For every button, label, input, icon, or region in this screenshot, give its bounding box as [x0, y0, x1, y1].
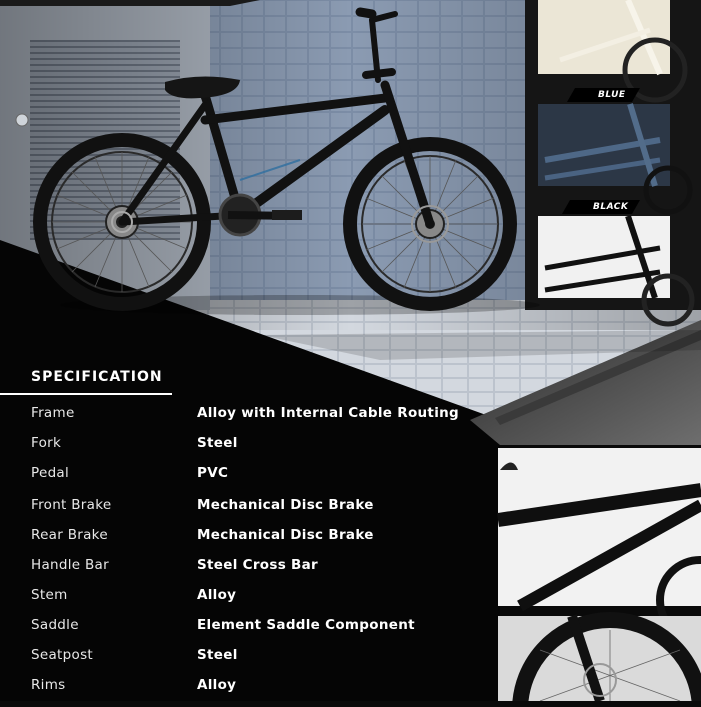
spec-row-seatpost — [31, 647, 491, 677]
swatch-label-black: BLACK — [593, 202, 629, 212]
spec-row-handle-bar — [31, 557, 491, 587]
detail-photo-frame — [498, 448, 701, 640]
spec-value: Steel — [197, 647, 238, 663]
specification-table — [31, 405, 491, 707]
spec-label: Seatpost — [31, 647, 93, 663]
specification-underline — [0, 393, 172, 395]
specification-title: SPECIFICATION — [31, 369, 163, 385]
spec-label: Stem — [31, 587, 68, 603]
spec-row-front-brake — [31, 497, 491, 527]
spec-row-pedal — [31, 465, 491, 495]
spec-row-stem — [31, 587, 491, 617]
spec-label: Frame — [31, 405, 75, 421]
spec-value: Element Saddle Component — [197, 617, 415, 633]
spec-label: Pedal — [31, 465, 70, 481]
spec-value: Alloy with Internal Cable Routing — [197, 405, 459, 421]
spec-row-rear-brake — [31, 527, 491, 557]
spec-value: Alloy — [197, 677, 237, 693]
spec-label: Saddle — [31, 617, 79, 633]
spec-value: Mechanical Disc Brake — [197, 497, 374, 513]
spec-label: Rear Brake — [31, 527, 108, 543]
spec-label: Rims — [31, 677, 66, 693]
spec-value: Mechanical Disc Brake — [197, 527, 374, 543]
spec-label: Handle Bar — [31, 557, 109, 573]
spec-label: Fork — [31, 435, 62, 451]
spec-value: PVC — [197, 465, 229, 481]
detail-photo-fork — [498, 616, 701, 701]
spec-label: Front Brake — [31, 497, 112, 513]
spec-value: Steel Cross Bar — [197, 557, 318, 573]
spec-row-frame — [31, 405, 491, 435]
spec-value: Alloy — [197, 587, 237, 603]
spec-row-rims — [31, 677, 491, 707]
spec-value: Steel — [197, 435, 238, 451]
spec-row-fork — [31, 435, 491, 465]
spec-row-saddle — [31, 617, 491, 647]
swatch-label-blue: BLUE — [598, 90, 626, 100]
